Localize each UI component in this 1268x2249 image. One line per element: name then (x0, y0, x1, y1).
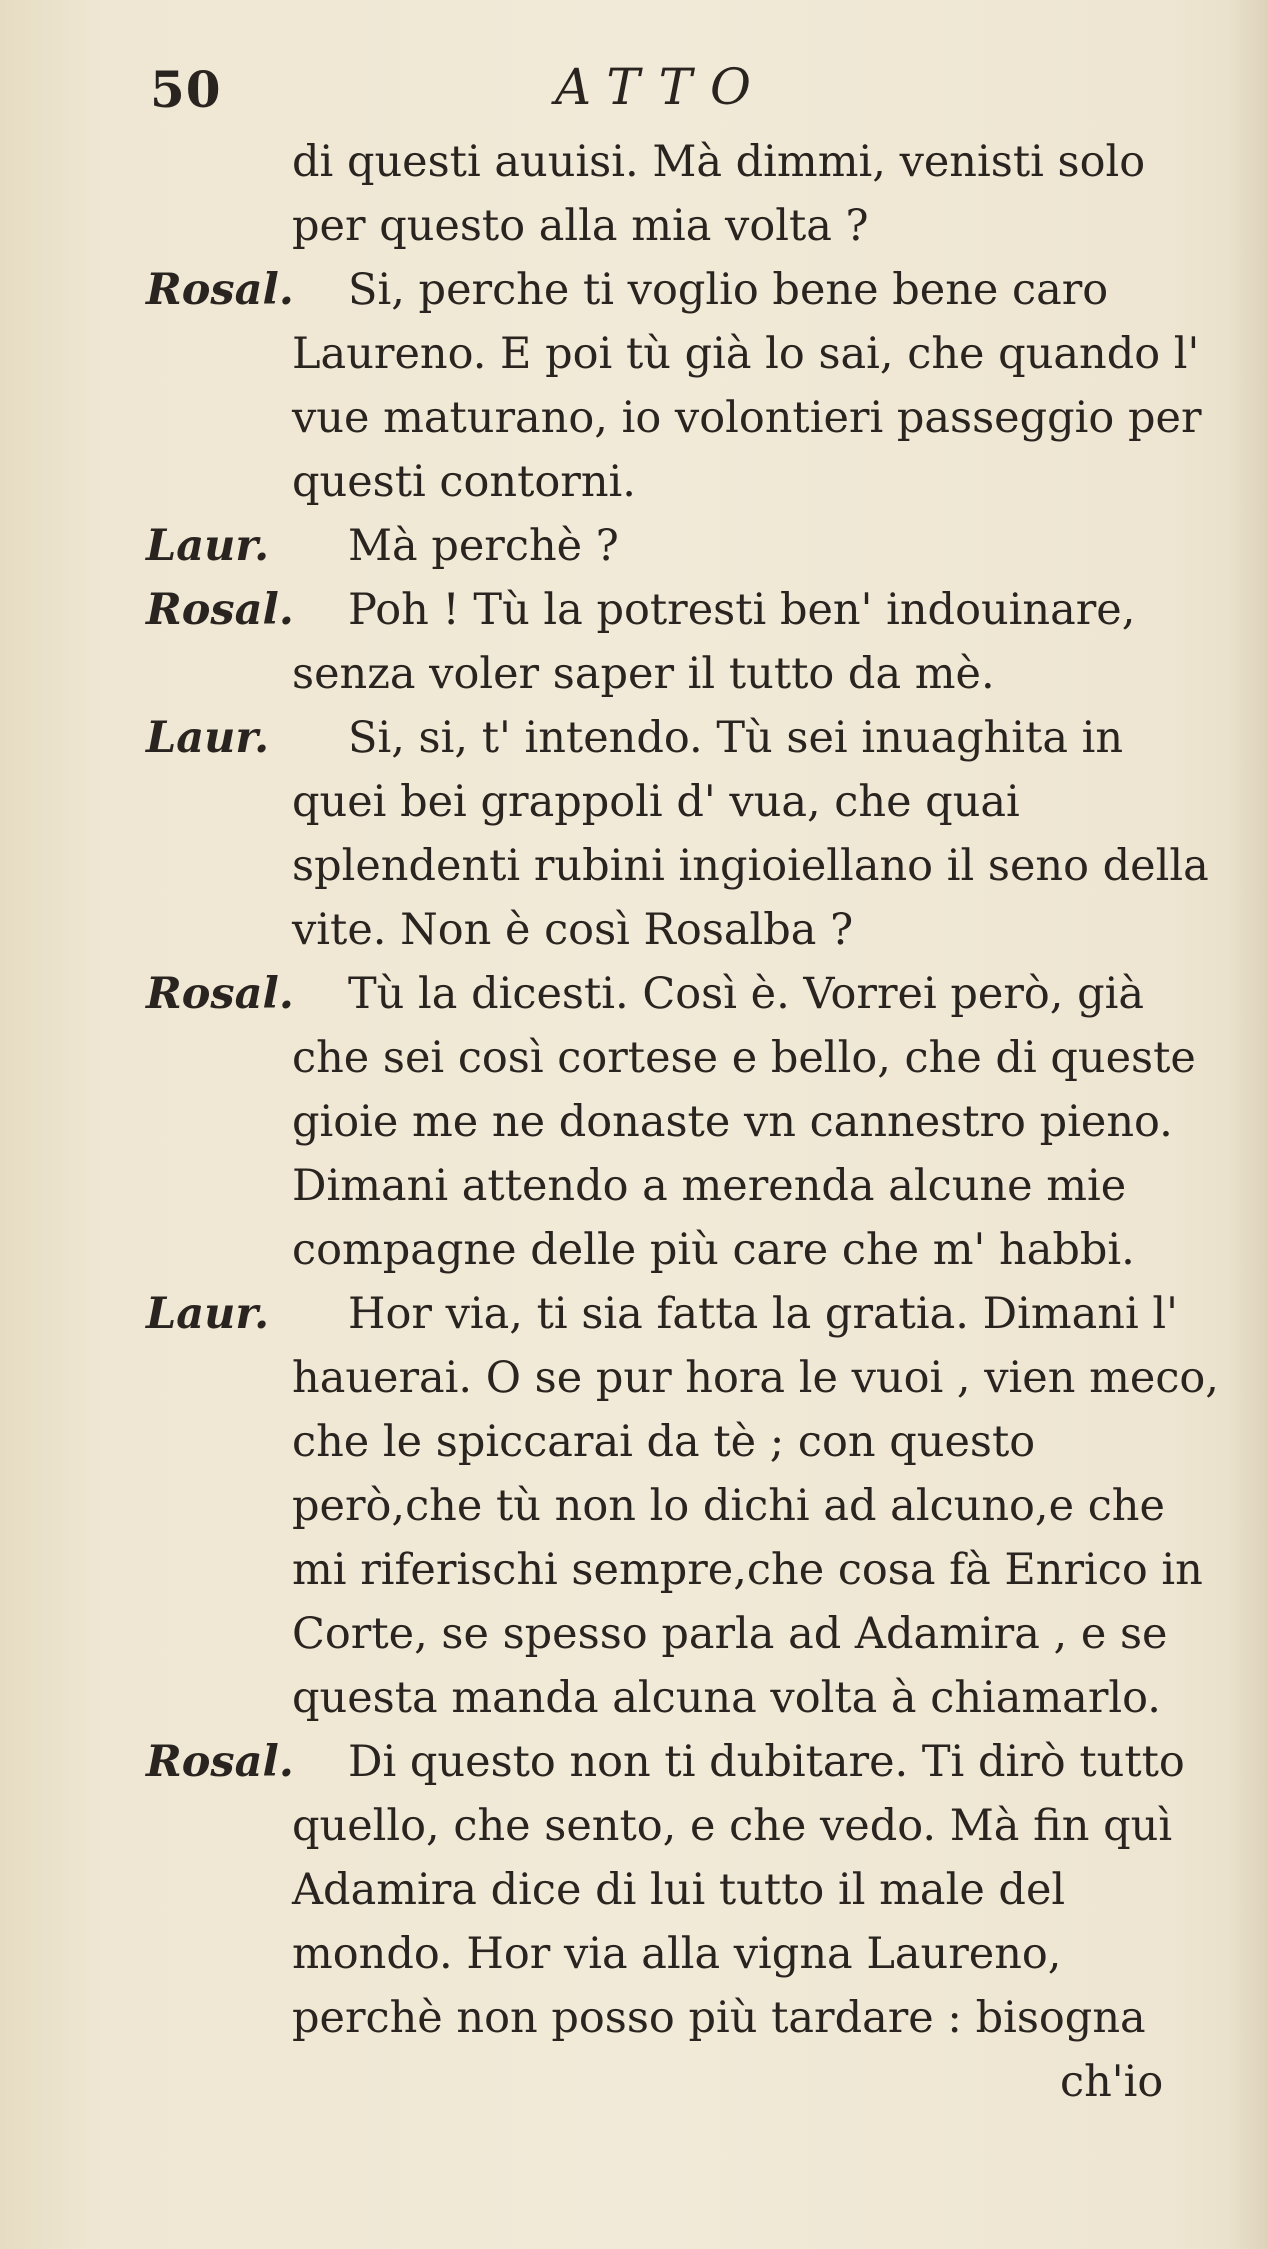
speech (0, 258, 1268, 514)
speaker-label: Laur. (146, 521, 270, 571)
page-header (0, 52, 1268, 122)
speaker-label: Rosal. (146, 265, 294, 315)
speaker-label: Laur. (146, 713, 270, 763)
speaker-label: Rosal. (146, 585, 294, 635)
speaker-label: Laur. (146, 1289, 270, 1339)
page-number: 50 (150, 60, 222, 119)
speech-text: Hor via, ti sia fatta la gratia. Dimani l' hauerai. O se pur hora le vuoi , vien meco, che le spiccarai da tè ; con questo però,che tù non lo dichi ad alcuno,e che mi riferischi sempre,che cosa fà Enrico in Corte, se spesso parla ad Adamira , e se questa manda alcuna volta à chiamarlo. (292, 1289, 1219, 1723)
speech-text: Tù la dicesti. Così è. Vorrei però, già che sei così cortese e bello, che di queste gioie me ne donaste vn cannestro pieno. Dimani attendo a merenda alcune mie compagne delle più care che m' habbi. (292, 969, 1196, 1275)
running-head: ATTO (555, 58, 769, 116)
speech-text: Mà perchè ? (348, 521, 619, 571)
speech (0, 514, 1268, 578)
speech-text: di questi auuisi. Mà dimmi, venisti solo per questo alla mia volta ? (292, 137, 1146, 251)
speech (0, 578, 1268, 706)
speech-text: Si, perche ti voglio bene bene caro Laureno. E poi tù già lo sai, che quando l' vue maturano, io volontieri passeggio per questi contorni. (292, 265, 1202, 507)
catchword: ch'io (1060, 2057, 1164, 2107)
speech-continuation (0, 130, 1268, 258)
speaker-label: Rosal. (146, 969, 294, 1019)
speaker-label: Rosal. (146, 1737, 294, 1787)
speech-text: Di questo non ti dubitare. Ti dirò tutto quello, che sento, e che vedo. Mà fin quì Adamira dice di lui tutto il male del mondo. Hor via alla vigna Laureno, perchè non posso più tardare : bisogna (292, 1737, 1185, 2043)
speech (0, 706, 1268, 962)
dialogue-body (0, 130, 1268, 2050)
speech (0, 1282, 1268, 1730)
speech-text: Si, si, t' intendo. Tù sei inuaghita in quei bei grappoli d' vua, che quai splendenti rubini ingioiellano il seno della vite. Non è così Rosalba ? (292, 713, 1209, 955)
speech-text: Poh ! Tù la potresti ben' indouinare, senza voler saper il tutto da mè. (292, 585, 1136, 699)
speech (0, 962, 1268, 1282)
speech (0, 1730, 1268, 2050)
